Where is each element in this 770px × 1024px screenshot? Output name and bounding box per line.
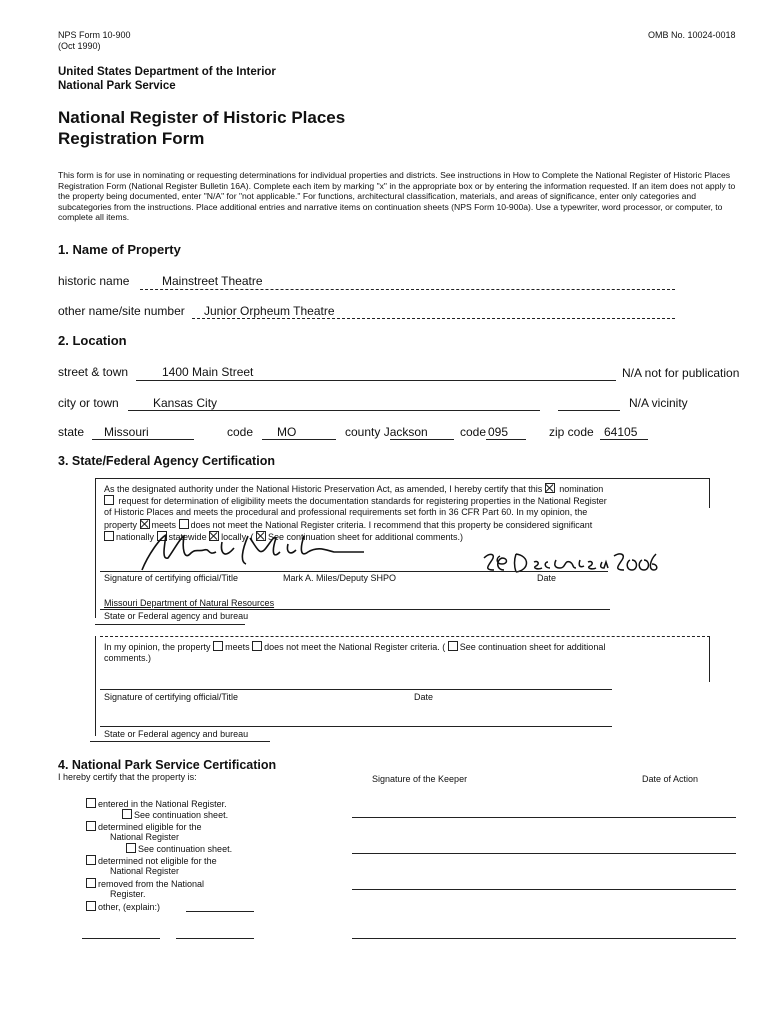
state-label: state bbox=[58, 425, 85, 439]
nomination-checkbox[interactable] bbox=[545, 483, 555, 493]
signature-label: Signature of certifying official/Title bbox=[104, 573, 239, 583]
does-not-meet-checkbox[interactable] bbox=[179, 519, 189, 529]
title-line2: Registration Form bbox=[58, 129, 205, 148]
cert-line3: of Historic Places and meets the procedural and professional requirements set forth in 36 CFR Part 60. In my opinion, the bbox=[104, 507, 588, 517]
title-line1: National Register of Historic Places bbox=[58, 108, 346, 127]
opt-removed-line2: Register. bbox=[110, 889, 146, 899]
signature-name: Mark A. Miles/Deputy SHPO bbox=[283, 573, 397, 583]
county-label: county Jackson bbox=[345, 425, 428, 439]
department: United States Department of the Interior bbox=[58, 66, 276, 78]
city-label: city or town bbox=[58, 396, 119, 410]
street-label: street & town bbox=[58, 365, 129, 379]
keeper-label: Signature of the Keeper bbox=[372, 774, 468, 784]
opinion-continuation-checkbox[interactable] bbox=[448, 641, 458, 651]
opt-eligible-line2: National Register bbox=[110, 832, 180, 842]
opinion-meets-checkbox[interactable] bbox=[213, 641, 223, 651]
state-value[interactable]: Missouri bbox=[104, 425, 149, 439]
opt-not-eligible-line2: National Register bbox=[110, 866, 180, 876]
cert-line5: nationally statewide locally. ( See continuation sheet for additional comments.) bbox=[104, 531, 463, 543]
date-label: Date bbox=[537, 573, 557, 583]
opinion-line1: In my opinion, the property meets does not meet the National Register criteria. ( See continuation sheet for additional bbox=[104, 642, 606, 652]
opt-other: other, (explain:) bbox=[86, 901, 160, 913]
request-determination-checkbox[interactable] bbox=[104, 495, 114, 505]
date2-label: Date bbox=[414, 692, 434, 702]
omb-number: OMB No. 10024-0018 bbox=[648, 30, 736, 40]
agency-label: State or Federal agency and bureau bbox=[104, 611, 249, 621]
entered-checkbox[interactable] bbox=[86, 798, 96, 808]
opt-see2: See continuation sheet. bbox=[126, 843, 232, 855]
opinion-does-not-meet-checkbox[interactable] bbox=[252, 641, 262, 651]
historic-name-value[interactable]: Mainstreet Theatre bbox=[162, 274, 263, 288]
zip-value[interactable]: 64105 bbox=[604, 425, 638, 439]
see-continuation1-checkbox[interactable] bbox=[122, 809, 132, 819]
signature2-label: Signature of certifying official/Title bbox=[104, 692, 239, 702]
eligible-checkbox[interactable] bbox=[86, 821, 96, 831]
opt-not-eligible: determined not eligible for the bbox=[86, 855, 217, 867]
other-name-label: other name/site number bbox=[58, 304, 185, 318]
form-date: (Oct 1990) bbox=[58, 41, 101, 51]
city-value[interactable]: Kansas City bbox=[153, 396, 218, 410]
handwritten-signature bbox=[138, 530, 368, 575]
nationally-checkbox[interactable] bbox=[104, 531, 114, 541]
section4-heading: 4. National Park Service Certification bbox=[58, 758, 277, 772]
meets-checkbox[interactable] bbox=[140, 519, 150, 529]
agency2-label: State or Federal agency and bureau bbox=[104, 729, 249, 739]
opt-see1: See continuation sheet. bbox=[122, 809, 228, 821]
cert-line2: request for determination of eligibility meets the documentation standards for registering properties in the National Register bbox=[104, 495, 607, 507]
service: National Park Service bbox=[58, 80, 176, 92]
form-id: NPS Form 10-900 bbox=[58, 30, 131, 40]
section3-heading: 3. State/Federal Agency Certification bbox=[58, 454, 275, 468]
not-eligible-checkbox[interactable] bbox=[86, 855, 96, 865]
section1-heading: 1. Name of Property bbox=[58, 242, 181, 257]
section2-heading: 2. Location bbox=[58, 333, 127, 348]
intro-paragraph: This form is for use in nominating or requesting determinations for individual properties and districts. See instructions in How to Complete the National Register of Historic Places Registration Form (National Register Bulletin 16A). Complete each item by marking "x" in the appropriate box or by entering the information requested. If an item does not apply to the property being documented, enter "N/A" for "not applicable." For functions, architectural classification, materials, and areas of significance, enter only categories and subcategories from the instructions. Place additional entries and narrative items on continuation sheets (NPS Form 10-900a). Use a typewriter, word processor, or computer, to complete all items. bbox=[58, 170, 736, 223]
date-of-action-label: Date of Action bbox=[642, 774, 699, 784]
street-value[interactable]: 1400 Main Street bbox=[162, 365, 254, 379]
county-code-label: code bbox=[460, 425, 487, 439]
certify-statement: I hereby certify that the property is: bbox=[58, 772, 197, 782]
na-vicinity: N/A vicinity bbox=[629, 396, 688, 410]
cert-line1: As the designated authority under the National Historic Preservation Act, as amended, I hereby certify that this nomination bbox=[104, 484, 604, 494]
agency-value[interactable]: Missouri Department of Natural Resources bbox=[104, 598, 275, 608]
removed-checkbox[interactable] bbox=[86, 878, 96, 888]
other-checkbox[interactable] bbox=[86, 901, 96, 911]
handwritten-date bbox=[480, 550, 660, 576]
county-code-value[interactable]: 095 bbox=[488, 425, 509, 439]
state-code-value[interactable]: MO bbox=[277, 425, 297, 439]
historic-name-label: historic name bbox=[58, 274, 130, 288]
see-continuation2-checkbox[interactable] bbox=[126, 843, 136, 853]
opt-entered: entered in the National Register. bbox=[86, 798, 227, 810]
na-not-for-publication: N/A not for publication bbox=[622, 366, 740, 380]
opt-eligible: determined eligible for the bbox=[86, 821, 202, 833]
zip-label: zip code bbox=[549, 425, 594, 439]
state-code-label: code bbox=[227, 425, 254, 439]
opt-removed: removed from the National bbox=[86, 878, 204, 890]
other-name-value[interactable]: Junior Orpheum Theatre bbox=[204, 304, 335, 318]
cert-line4: property meets does not meet the National Register criteria. I recommend that this property be considered significant bbox=[104, 520, 593, 530]
opinion-line2: comments.) bbox=[104, 653, 152, 663]
